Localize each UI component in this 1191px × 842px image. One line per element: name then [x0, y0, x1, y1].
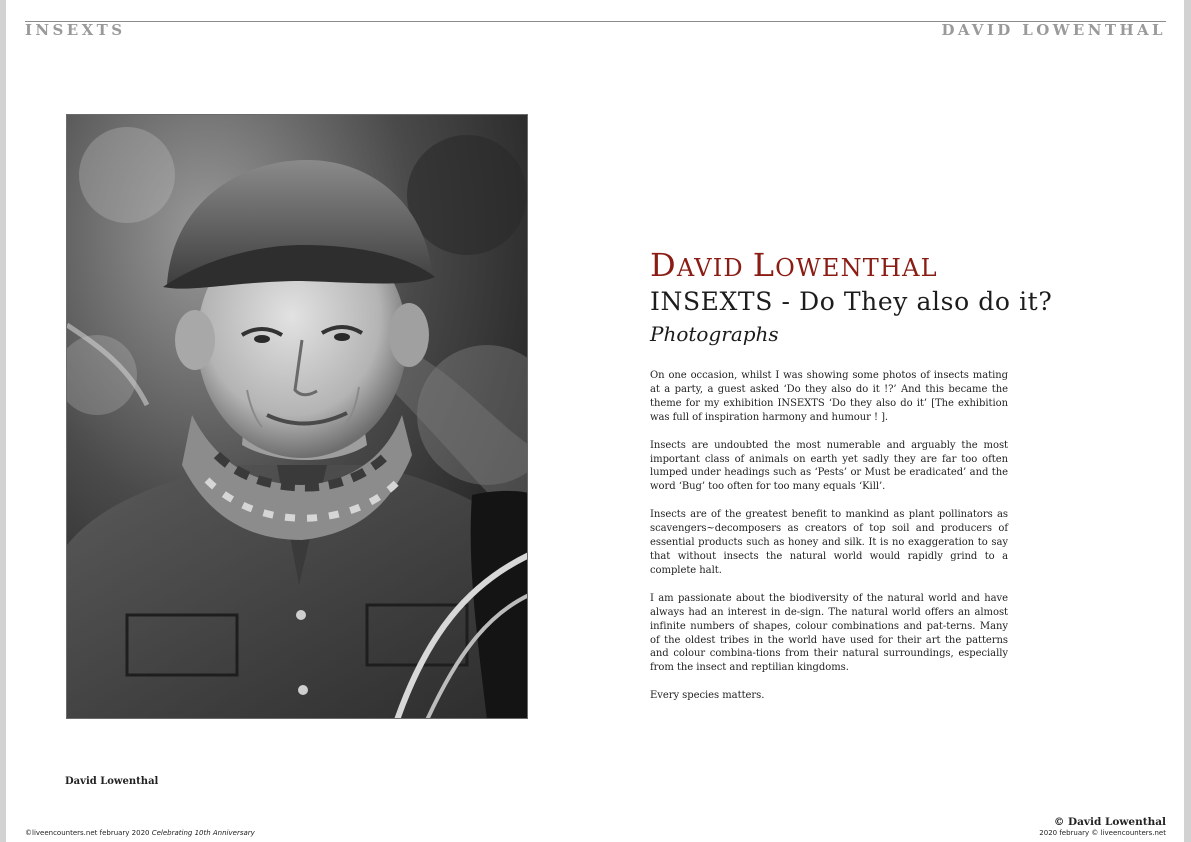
header-author-name: DAVID LOWENTHAL	[941, 21, 1166, 39]
body-paragraph: On one occasion, whilst I was showing some photos of insects mating at a party, a guest asked ‘Do they also do it !?’ And this became the theme for my exhibition INSEXTS ‘Do they also do it’ [The exhibition was full of inspiration harmony and humour ! ].	[650, 370, 1008, 423]
portrait-photo	[66, 114, 528, 719]
name-initial-1: D	[650, 246, 677, 284]
footer-left-text: ©liveencounters.net february 2020	[25, 829, 152, 837]
photo-caption: David Lowenthal	[65, 776, 159, 787]
article-title-block	[650, 246, 1052, 349]
article-subtitle: INSEXTS - Do They also do it?	[650, 287, 1053, 316]
photo-copyright: © David Lowenthal	[1053, 816, 1166, 828]
body-paragraph: Every species matters.	[650, 690, 765, 702]
body-paragraph: Insects are undoubted the most numerable and arguably the most important class of animals on earth yet sadly they are far too often lumped under headings such as ‘Pests’ or Must be eradicated’ and the word ‘Bug’ too often for too many equals ‘Kill’.	[650, 439, 1008, 493]
footer-anniversary: Celebrating 10th Anniversary	[151, 829, 255, 837]
name-initial-2: L	[752, 246, 776, 284]
body-paragraph: I am passionate about the biodiversity of the natural world and have always had an interest in de-sign. The natural world offers an almost infinite numbers of shapes, colour combinations and pat-terns. Many of the oldest tribes in the world have used for their art the patterns and colour combina-tions from their natural surroundings, especially from the insect and reptilian kingdoms.	[650, 592, 1008, 674]
article-body	[650, 369, 1008, 717]
magazine-page	[6, 0, 1184, 842]
name-rest-2: OWENTHAL	[775, 254, 938, 282]
article-genre: Photographs	[650, 322, 779, 346]
name-rest-1: AVID	[676, 254, 753, 282]
author-name-heading	[650, 246, 1052, 287]
footer-left	[25, 829, 255, 837]
body-paragraph: Insects are of the greatest benefit to mankind as plant pollinators as scavengers~decomposers as creators of top soil and producers of essential products such as honey and silk. It is no exaggeration to say that without insects the natural world would rapidly grind to a complete halt.	[650, 509, 1008, 576]
header-section-title: INSEXTS	[25, 21, 126, 39]
footer-right: 2020 february © liveencounters.net	[1039, 829, 1166, 837]
